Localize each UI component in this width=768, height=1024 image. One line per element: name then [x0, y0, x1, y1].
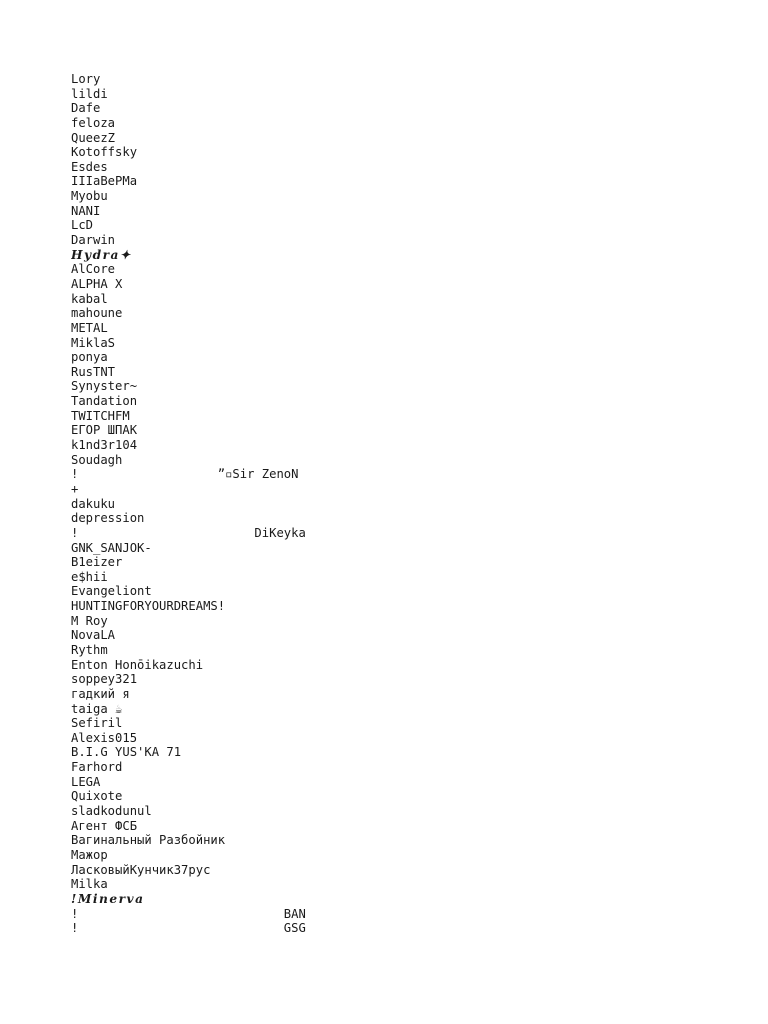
list-item: HUNTINGFORYOURDREAMS! [71, 599, 226, 614]
list-item: Evangeliont [71, 584, 152, 599]
list-item: M Roy [71, 613, 108, 628]
list-item: Quixote [71, 789, 123, 804]
list-item: 𝑯𝒚𝒅𝒓𝒂✦ [71, 247, 132, 262]
list-item: Darwin [71, 233, 116, 248]
list-item: ponya [71, 350, 108, 365]
list-item: Alexis015 [71, 730, 138, 745]
list-item: Milka [71, 877, 108, 892]
list-item: LcD [71, 218, 94, 233]
list-item: Enton Honōikazuchi [71, 657, 204, 672]
list-item: k1nd3r104 [71, 438, 138, 453]
list-item: ! BAN [71, 906, 306, 921]
list-item: feloza [71, 115, 116, 130]
list-item: ! DiKeyka [71, 525, 306, 540]
list-item: + [71, 481, 79, 496]
list-item: Tandation [71, 394, 138, 409]
list-item: Soudagh [71, 452, 123, 467]
list-item: ЛасковыйКунчик37рус [71, 862, 211, 877]
list-item: Мажор [71, 847, 108, 862]
list-item: ! GSG [71, 921, 306, 936]
list-item: Esdes [71, 159, 108, 174]
name-list [71, 72, 731, 936]
list-item: mahoune [71, 306, 123, 321]
list-item: Rythm [71, 642, 108, 657]
list-item: NANI [71, 203, 101, 218]
list-item: TWITCHFM [71, 408, 130, 423]
list-item: GNK_SANJOK- [71, 540, 152, 555]
list-item: sladkodunul [71, 804, 152, 819]
list-item: dakuku [71, 496, 116, 511]
list-item: LEGA [71, 774, 101, 789]
list-item: depression [71, 511, 145, 526]
list-item: NovaLA [71, 628, 116, 643]
list-item: Sefiril [71, 716, 123, 731]
list-item: Агент ФСБ [71, 818, 138, 833]
list-item: Farhord [71, 760, 123, 775]
list-item: lildi [71, 86, 108, 101]
list-item: Kotoffsky [71, 145, 138, 160]
list-item: QueezZ [71, 130, 116, 145]
list-item: METAL [71, 320, 108, 335]
list-item: IIIaBePMa [71, 174, 138, 189]
list-item: гадкий я [71, 686, 130, 701]
list-item: Вагинальный Разбойник [71, 833, 226, 848]
list-item: ! ˮ▫Sir ZenoN [71, 467, 299, 482]
list-item: e$hii [71, 569, 108, 584]
list-item: !𝑴𝒊𝒏𝒆𝒓𝒗𝒂 [71, 891, 145, 906]
list-item: RusTNT [71, 364, 116, 379]
list-item: ЕГОР ШПАК [71, 423, 138, 438]
list-item: Synyster~ [71, 379, 138, 394]
list-item: MiklaS [71, 335, 116, 350]
list-item: Lory [71, 72, 101, 86]
list-item: AlCore [71, 262, 116, 277]
list-item: B1eizer [71, 555, 123, 570]
list-item: Myobu [71, 189, 108, 204]
list-item: kabal [71, 291, 108, 306]
list-item: ALPHA X [71, 276, 123, 291]
list-item: taiga ☕ [71, 701, 123, 716]
list-item: soppey321 [71, 672, 138, 687]
list-item: B.I.G YUS'KA 71 [71, 745, 182, 760]
list-item: Dafe [71, 101, 101, 116]
